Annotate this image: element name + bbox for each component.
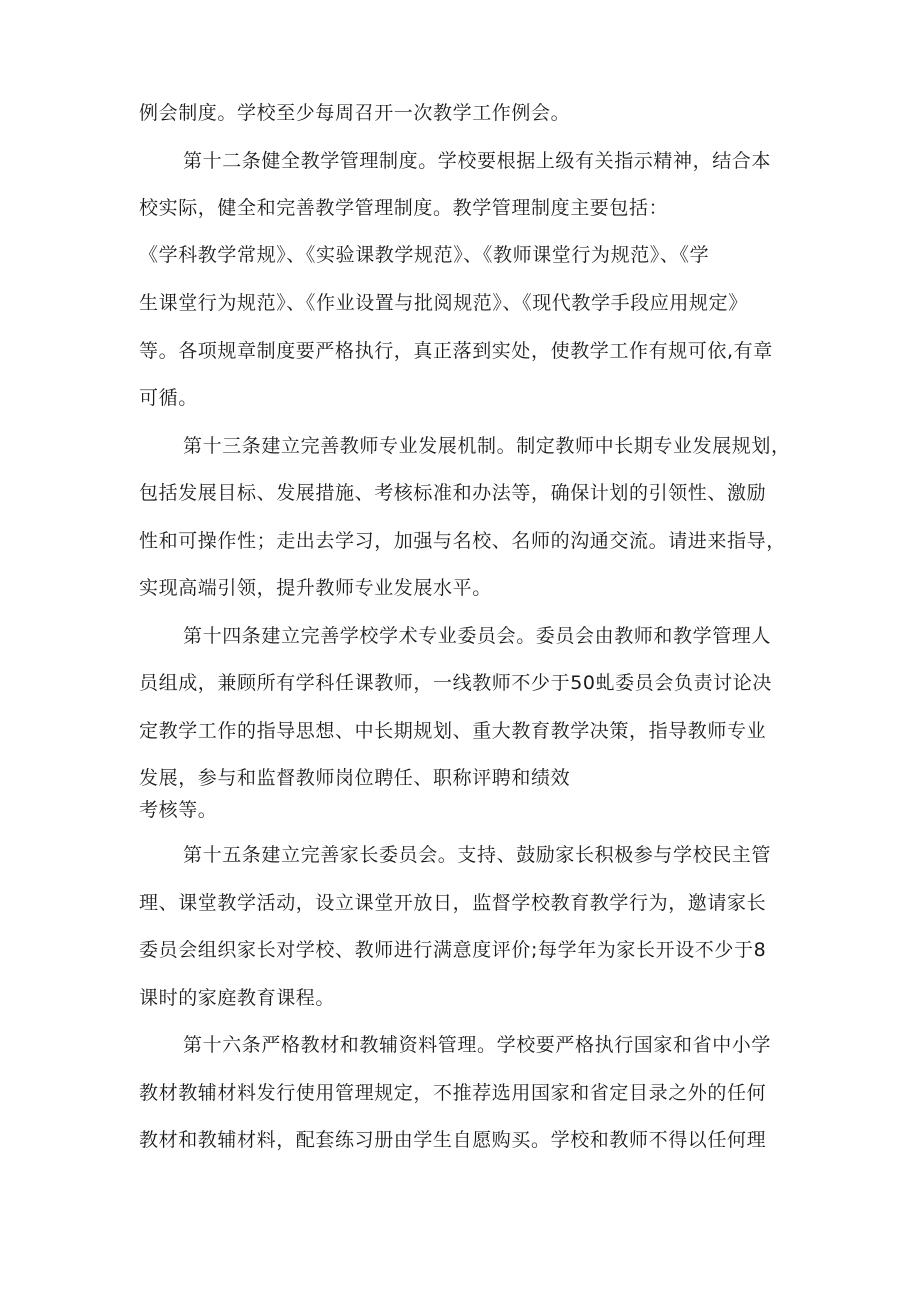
text-line: 性和可操作性；走出去学习，加强与名校、名师的沟通交流。请进来指导， [139,530,786,552]
text-line: 第十二条健全教学管理制度。学校要根据上级有关指示精神，结合本 [183,150,772,172]
text-line: 生课堂行为规范》、《作业设置与批阅规范》、《现代教学手段应用规定》 [139,292,748,314]
text-line: 教材和教辅材料，配套练习册由学生自愿购买。学校和教师不得以任何理 [139,1129,767,1151]
text-line: 校实际，健全和完善教学管理制度。教学管理制度主要包括： [139,197,669,219]
text-line: 员组成，兼顾所有学科任课教师，一线教师不少于50虬委员会负责讨论决 [139,672,772,694]
text-line: 《学科教学常规》、《实验课教学规范》、《教师课堂行为规范》、《学 [139,244,710,266]
text-line: 第十六条严格教材和教辅资料管理。学校要严格执行国家和省中小学 [183,1034,772,1056]
text-line: 第十四条建立完善学校学术专业委员会。委员会由教师和教学管理人 [183,625,772,647]
text-line: 包括发展目标、发展措施、考核标准和办法等，确保计划的引领性、激励 [139,482,767,504]
text-line: 考核等。 [139,799,218,821]
text-line: 定教学工作的指导思想、中长期规划、重大教育教学决策，指导教师专业 [139,720,767,742]
text-line: 等。各项规章制度要严格执行，真正落到实处，使教学工作有规可依,有章 [139,340,773,362]
text-line: 第十五条建立完善家长委员会。支持、鼓励家长积极参与学校民主管 [183,844,772,866]
text-line: 例会制度。学校至少每周召开一次教学工作例会。 [139,102,571,124]
text-line: 委员会组织家长对学校、教师进行满意度评价;每学年为家长开设不少于8 [139,939,767,961]
text-line: 课时的家庭教育课程。 [139,987,336,1009]
text-line: 第十三条建立完善教师专业发展机制。制定教师中长期专业发展规划， [183,435,791,457]
text-line: 实现高端引领，提升教师专业发展水平。 [139,577,492,599]
text-line: 可循。 [139,387,198,409]
text-line: 理、课堂教学活动，设立课堂开放日，监督学校教育教学行为，邀请家长 [139,892,767,914]
text-line: 发展，参与和监督教师岗位聘任、职称评聘和绩效 [139,767,571,789]
text-line: 教材教辅材料发行使用管理规定，不推荐选用国家和省定目录之外的任何 [139,1082,767,1104]
